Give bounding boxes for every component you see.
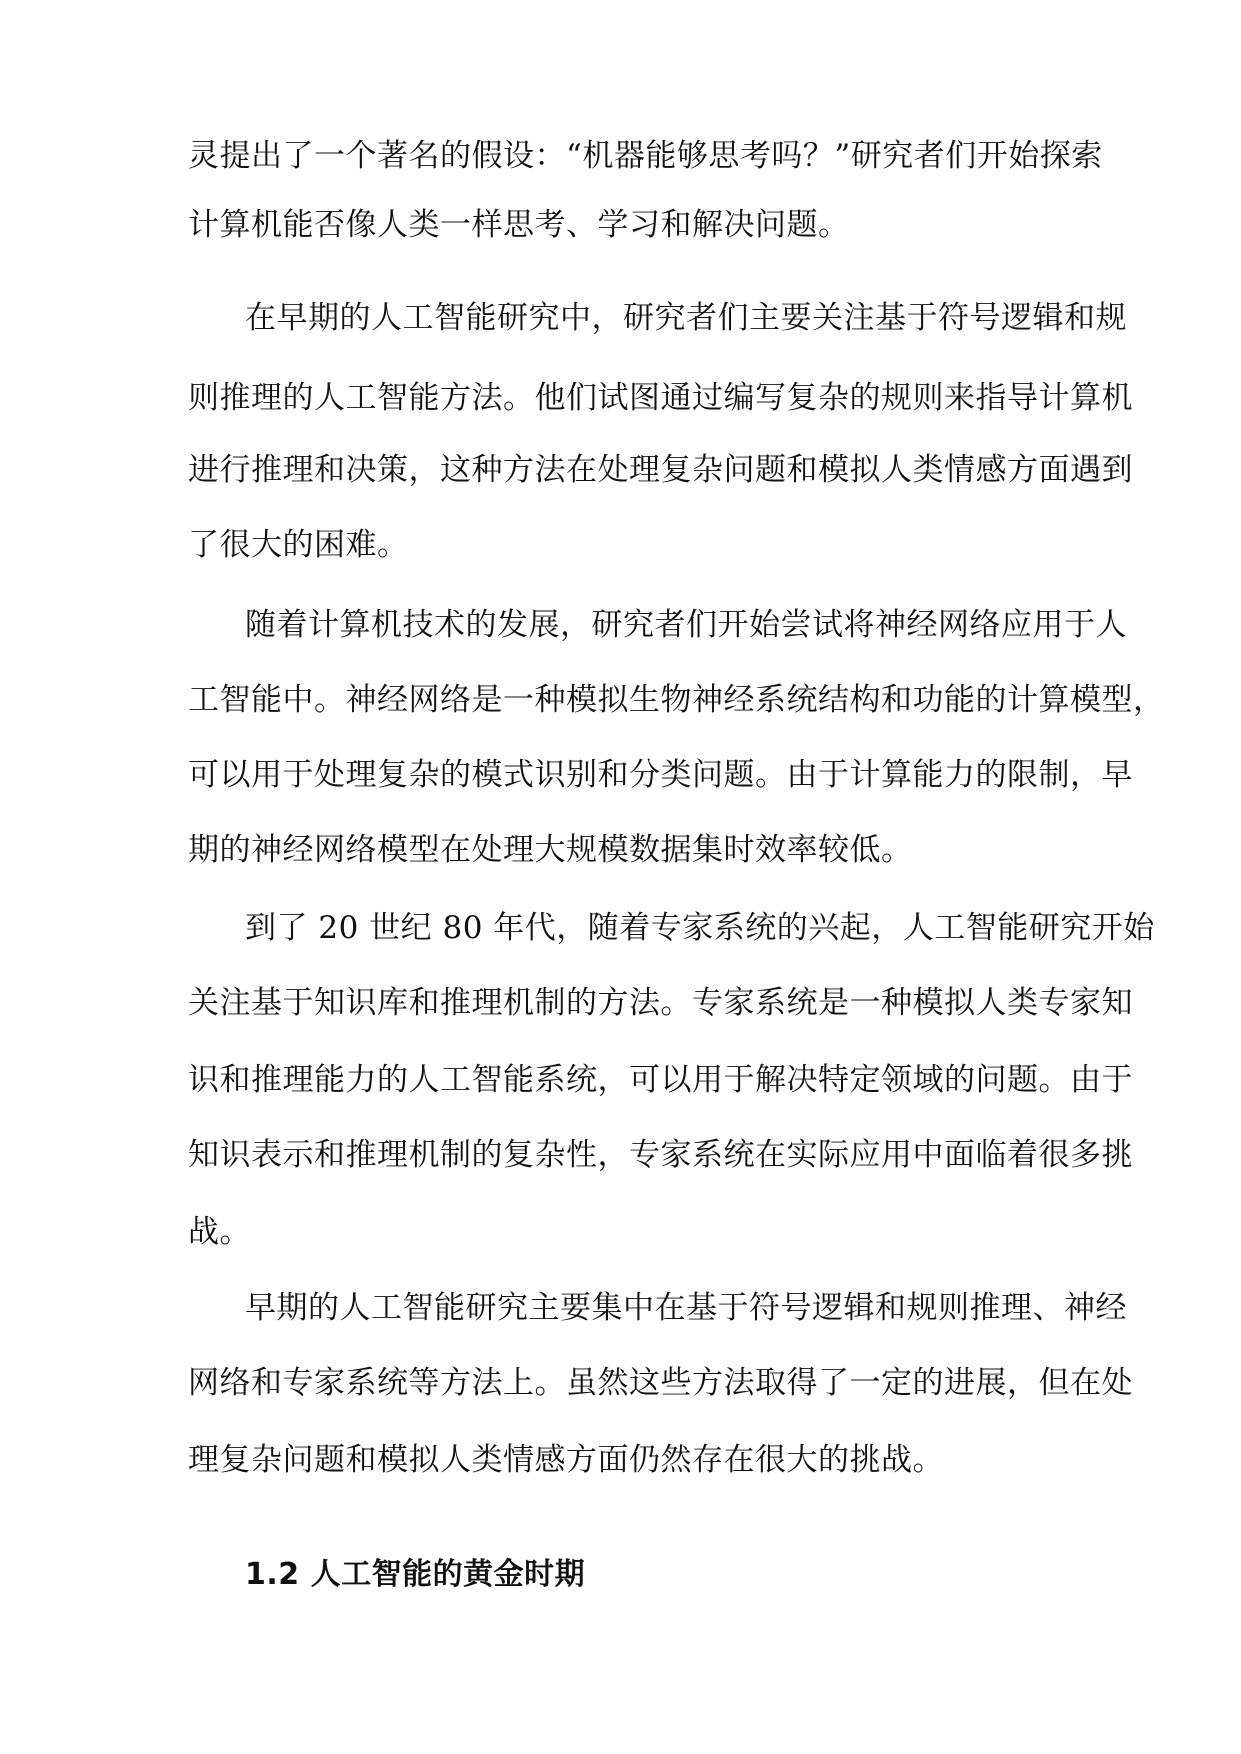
text-line-content: 随着计算机技术的发展，研究者们开始尝试将神经网络应用于人 [245, 607, 1127, 643]
section-heading-text: 1.2 人工智能的黄金时期 [245, 1557, 586, 1592]
text-line [0, 1288, 1241, 1328]
text-line [0, 1212, 1241, 1252]
text-line-content: 网络和专家系统等方法上。虽然这些方法取得了一定的进展，但在处 [188, 1365, 1133, 1401]
text-line [0, 755, 1241, 795]
text-line [0, 1060, 1241, 1100]
text-line [0, 605, 1241, 645]
text-line [0, 1363, 1241, 1403]
text-line-content: 期的神经网络模型在处理大规模数据集时效率较低。 [188, 832, 913, 868]
text-line [0, 830, 1241, 870]
text-line [0, 136, 1241, 176]
text-line-content: 知识表示和推理机制的复杂性，专家系统在实际应用中面临着很多挑 [188, 1137, 1133, 1173]
text-line [0, 525, 1241, 565]
text-line-content: 工智能中。神经网络是一种模拟生物神经系统结构和功能的计算模型， [188, 682, 1165, 718]
text-line-content: 计算机能否像人类一样思考、学习和解决问题。 [188, 207, 850, 243]
text-line [0, 983, 1241, 1023]
text-line-content: 战。 [188, 1214, 251, 1250]
text-line-content: 识和推理能力的人工智能系统，可以用于解决特定领域的问题。由于 [188, 1062, 1133, 1098]
text-line-content: 则推理的人工智能方法。他们试图通过编写复杂的规则来指导计算机 [188, 380, 1133, 416]
text-line-content: 早期的人工智能研究主要集中在基于符号逻辑和规则推理、神经 [245, 1290, 1127, 1326]
text-line [0, 1440, 1241, 1480]
text-line-content: 进行推理和决策，这种方法在处理复杂问题和模拟人类情感方面遇到 [188, 452, 1133, 488]
text-line-content: 可以用于处理复杂的模式识别和分类问题。由于计算能力的限制，早 [188, 757, 1133, 793]
text-line [0, 298, 1241, 338]
text-line [0, 1135, 1241, 1175]
text-line-content: 理复杂问题和模拟人类情感方面仍然存在很大的挑战。 [188, 1442, 944, 1478]
text-line [0, 378, 1241, 418]
text-line [0, 680, 1241, 720]
text-line-content: 关注基于知识库和推理机制的方法。专家系统是一种模拟人类专家知 [188, 985, 1133, 1021]
text-line-content: 在早期的人工智能研究中，研究者们主要关注基于符号逻辑和规 [245, 300, 1127, 336]
text-line [0, 205, 1241, 245]
text-line-content: 了很大的困难。 [188, 527, 409, 563]
text-line-content: 到了 20 世纪 80 年代，随着专家系统的兴起，人工智能研究开始 [245, 910, 1155, 946]
text-line-content: 灵提出了一个著名的假设：“机器能够思考吗？”研究者们开始探索 [188, 138, 1103, 174]
section-heading [0, 1555, 1241, 1595]
text-line [0, 908, 1241, 948]
text-line [0, 450, 1241, 490]
